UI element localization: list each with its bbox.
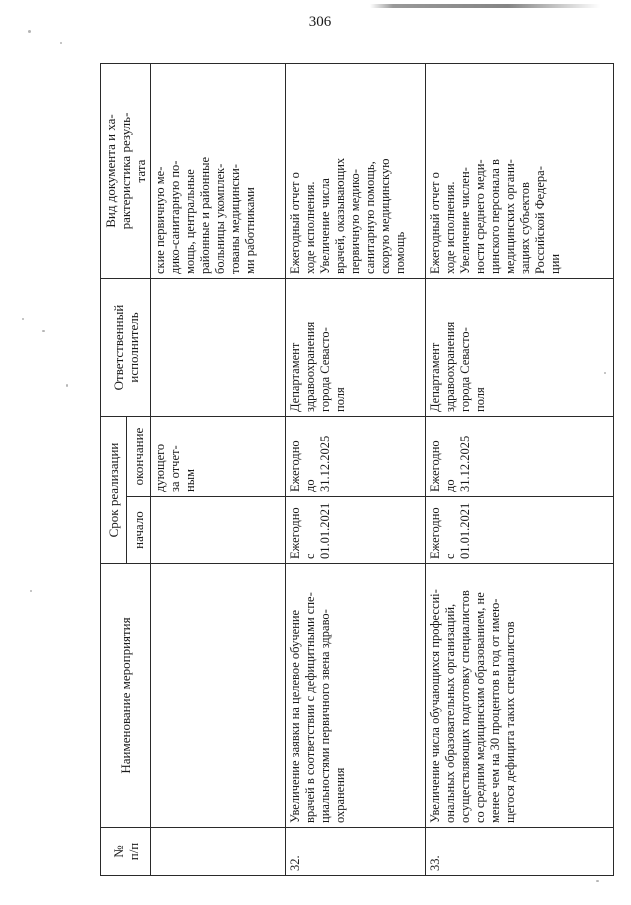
header-start: начало (127, 497, 151, 564)
cell-text-line: Ежегодно (288, 507, 302, 559)
cell-text-line: Российской Федера- (533, 166, 547, 274)
cell-text-line: ми работниками (243, 187, 257, 274)
cell-text-line: помощь (393, 231, 407, 274)
cell-text-line: с (303, 553, 317, 559)
cell-text-line: здравоохранения (443, 321, 457, 412)
scan-artifact-line (370, 4, 600, 8)
scan-speck (22, 318, 24, 320)
header-responsible (101, 279, 151, 417)
row-result (426, 64, 614, 279)
cell-text-line: за отчет- (168, 445, 182, 492)
cell-text-line: рактеристика резуль- (118, 112, 133, 230)
cell-text-line: до (303, 479, 317, 492)
row-responsible (426, 279, 614, 417)
cell-text-line: Увеличение заявки на целевое обучение (288, 609, 302, 823)
header-name: Наименование мероприятия (101, 564, 151, 828)
cell-text-line: осуществляющих подготовку специалистов (458, 590, 472, 823)
cell-text-line: тата (133, 159, 148, 183)
cell-text-line: Ежегодно (428, 440, 442, 492)
row-name (151, 564, 286, 828)
rotated-table-wrapper (100, 64, 606, 876)
cell-text-line: со средним медицинским образованием, не (473, 592, 487, 823)
scan-speck (42, 330, 45, 332)
header-doc-type (101, 64, 151, 279)
cell-text-line: поля (473, 387, 487, 412)
cell-text-line: 31.12.2025 (318, 435, 332, 492)
cell-text-line: врачей в соответствии с дефицитными спе- (303, 592, 317, 823)
cell-text-line: районные и районные (198, 156, 212, 274)
row-num: 32. (286, 828, 426, 876)
scan-speck (596, 880, 599, 882)
table-row (151, 64, 286, 876)
scan-speck (30, 590, 32, 592)
cell-text-line: охранения (333, 767, 347, 823)
cell-text-line: Ежегодный отчет о (428, 172, 442, 274)
cell-text-line: города Севасто- (458, 327, 472, 412)
cell-text-line: циальностями первичного звена здраво- (318, 609, 332, 823)
cell-text-line: 31.12.2025 (458, 435, 472, 492)
cell-text-line: щегося дефицита таких специалистов (503, 621, 517, 823)
scan-speck (604, 372, 606, 374)
cell-text-line: 01.01.2021 (458, 502, 472, 559)
cell-text-line: с (443, 553, 457, 559)
cell-text-line: больницы укомплек- (213, 163, 227, 274)
cell-text-line: менее чем на 30 процентов в год от имею- (488, 598, 502, 823)
cell-text-line: п/п (125, 842, 141, 861)
cell-text-line: врачей, оказывающих (333, 157, 347, 274)
row-responsible (151, 279, 286, 417)
scan-speck (66, 384, 68, 387)
row-name (426, 564, 614, 828)
cell-text-line: первичную медико- (348, 169, 362, 274)
cell-text-line: Ежегодно (428, 507, 442, 559)
row-end (286, 417, 426, 497)
cell-text-line: ональных образовательных организаций, (443, 603, 457, 823)
cell-text-line: № (110, 845, 126, 858)
cell-text-line: дующего (153, 443, 167, 492)
cell-text-line: 01.01.2021 (318, 502, 332, 559)
cell-text-line: санитарную помощь, (363, 161, 377, 274)
cell-text-line: Вид документа и ха- (103, 114, 118, 228)
cell-text-line: ности среднего меди- (473, 159, 487, 274)
row-num (151, 828, 286, 876)
cell-text-line: ходе исполнения. (443, 181, 457, 274)
header-end: окончание (127, 417, 151, 497)
cell-text-line: Ежегодный отчет о (288, 172, 302, 274)
row-end (151, 417, 286, 497)
row-num: 33. (426, 828, 614, 876)
row-result (286, 64, 426, 279)
cell-text-line: Увеличение числа обучающихся профессиі- (428, 589, 442, 823)
row-end (426, 417, 614, 497)
cell-text-line: здравоохранения (303, 321, 317, 412)
header-num (101, 828, 151, 876)
cell-text-line: скорую медицинскую (378, 158, 392, 274)
table-row (426, 64, 614, 876)
cell-text-line: цинского персонала в (488, 159, 502, 274)
cell-text-line: ходе исполнения. (303, 181, 317, 274)
row-start (151, 497, 286, 564)
cell-text-line: города Севасто- (318, 327, 332, 412)
cell-text-line: зациях субъектов (518, 182, 532, 274)
cell-text-line: Ежегодно (288, 440, 302, 492)
cell-text-line: ции (548, 253, 562, 274)
row-start (286, 497, 426, 564)
measures-table (100, 63, 614, 876)
cell-text-line: исполнитель (125, 312, 141, 383)
table-row (286, 64, 426, 876)
cell-text-line: мощь, центральные (183, 169, 197, 274)
cell-text-line: до (443, 479, 457, 492)
page-number: 306 (308, 14, 332, 30)
header-term: Срок реализации (101, 417, 127, 564)
row-responsible (286, 279, 426, 417)
cell-text-line: Департамент (428, 342, 442, 412)
cell-text-line: ным (183, 469, 197, 492)
cell-text-line: Увеличение числен- (458, 167, 472, 274)
cell-text-line: Увеличение числа (318, 178, 332, 274)
cell-text-line: ские первичную ме- (153, 166, 167, 274)
cell-text-line: тованы медицински- (228, 164, 242, 274)
row-name (286, 564, 426, 828)
cell-text-line: Департамент (288, 342, 302, 412)
cell-text-line: поля (333, 387, 347, 412)
cell-text-line: дико-санитарную по- (168, 160, 182, 274)
scan-speck (28, 30, 31, 33)
scan-speck (60, 42, 62, 44)
cell-text-line: Ответственный (110, 304, 126, 391)
row-result (151, 64, 286, 279)
row-start (426, 497, 614, 564)
cell-text-line: медицинских органи- (503, 159, 517, 274)
